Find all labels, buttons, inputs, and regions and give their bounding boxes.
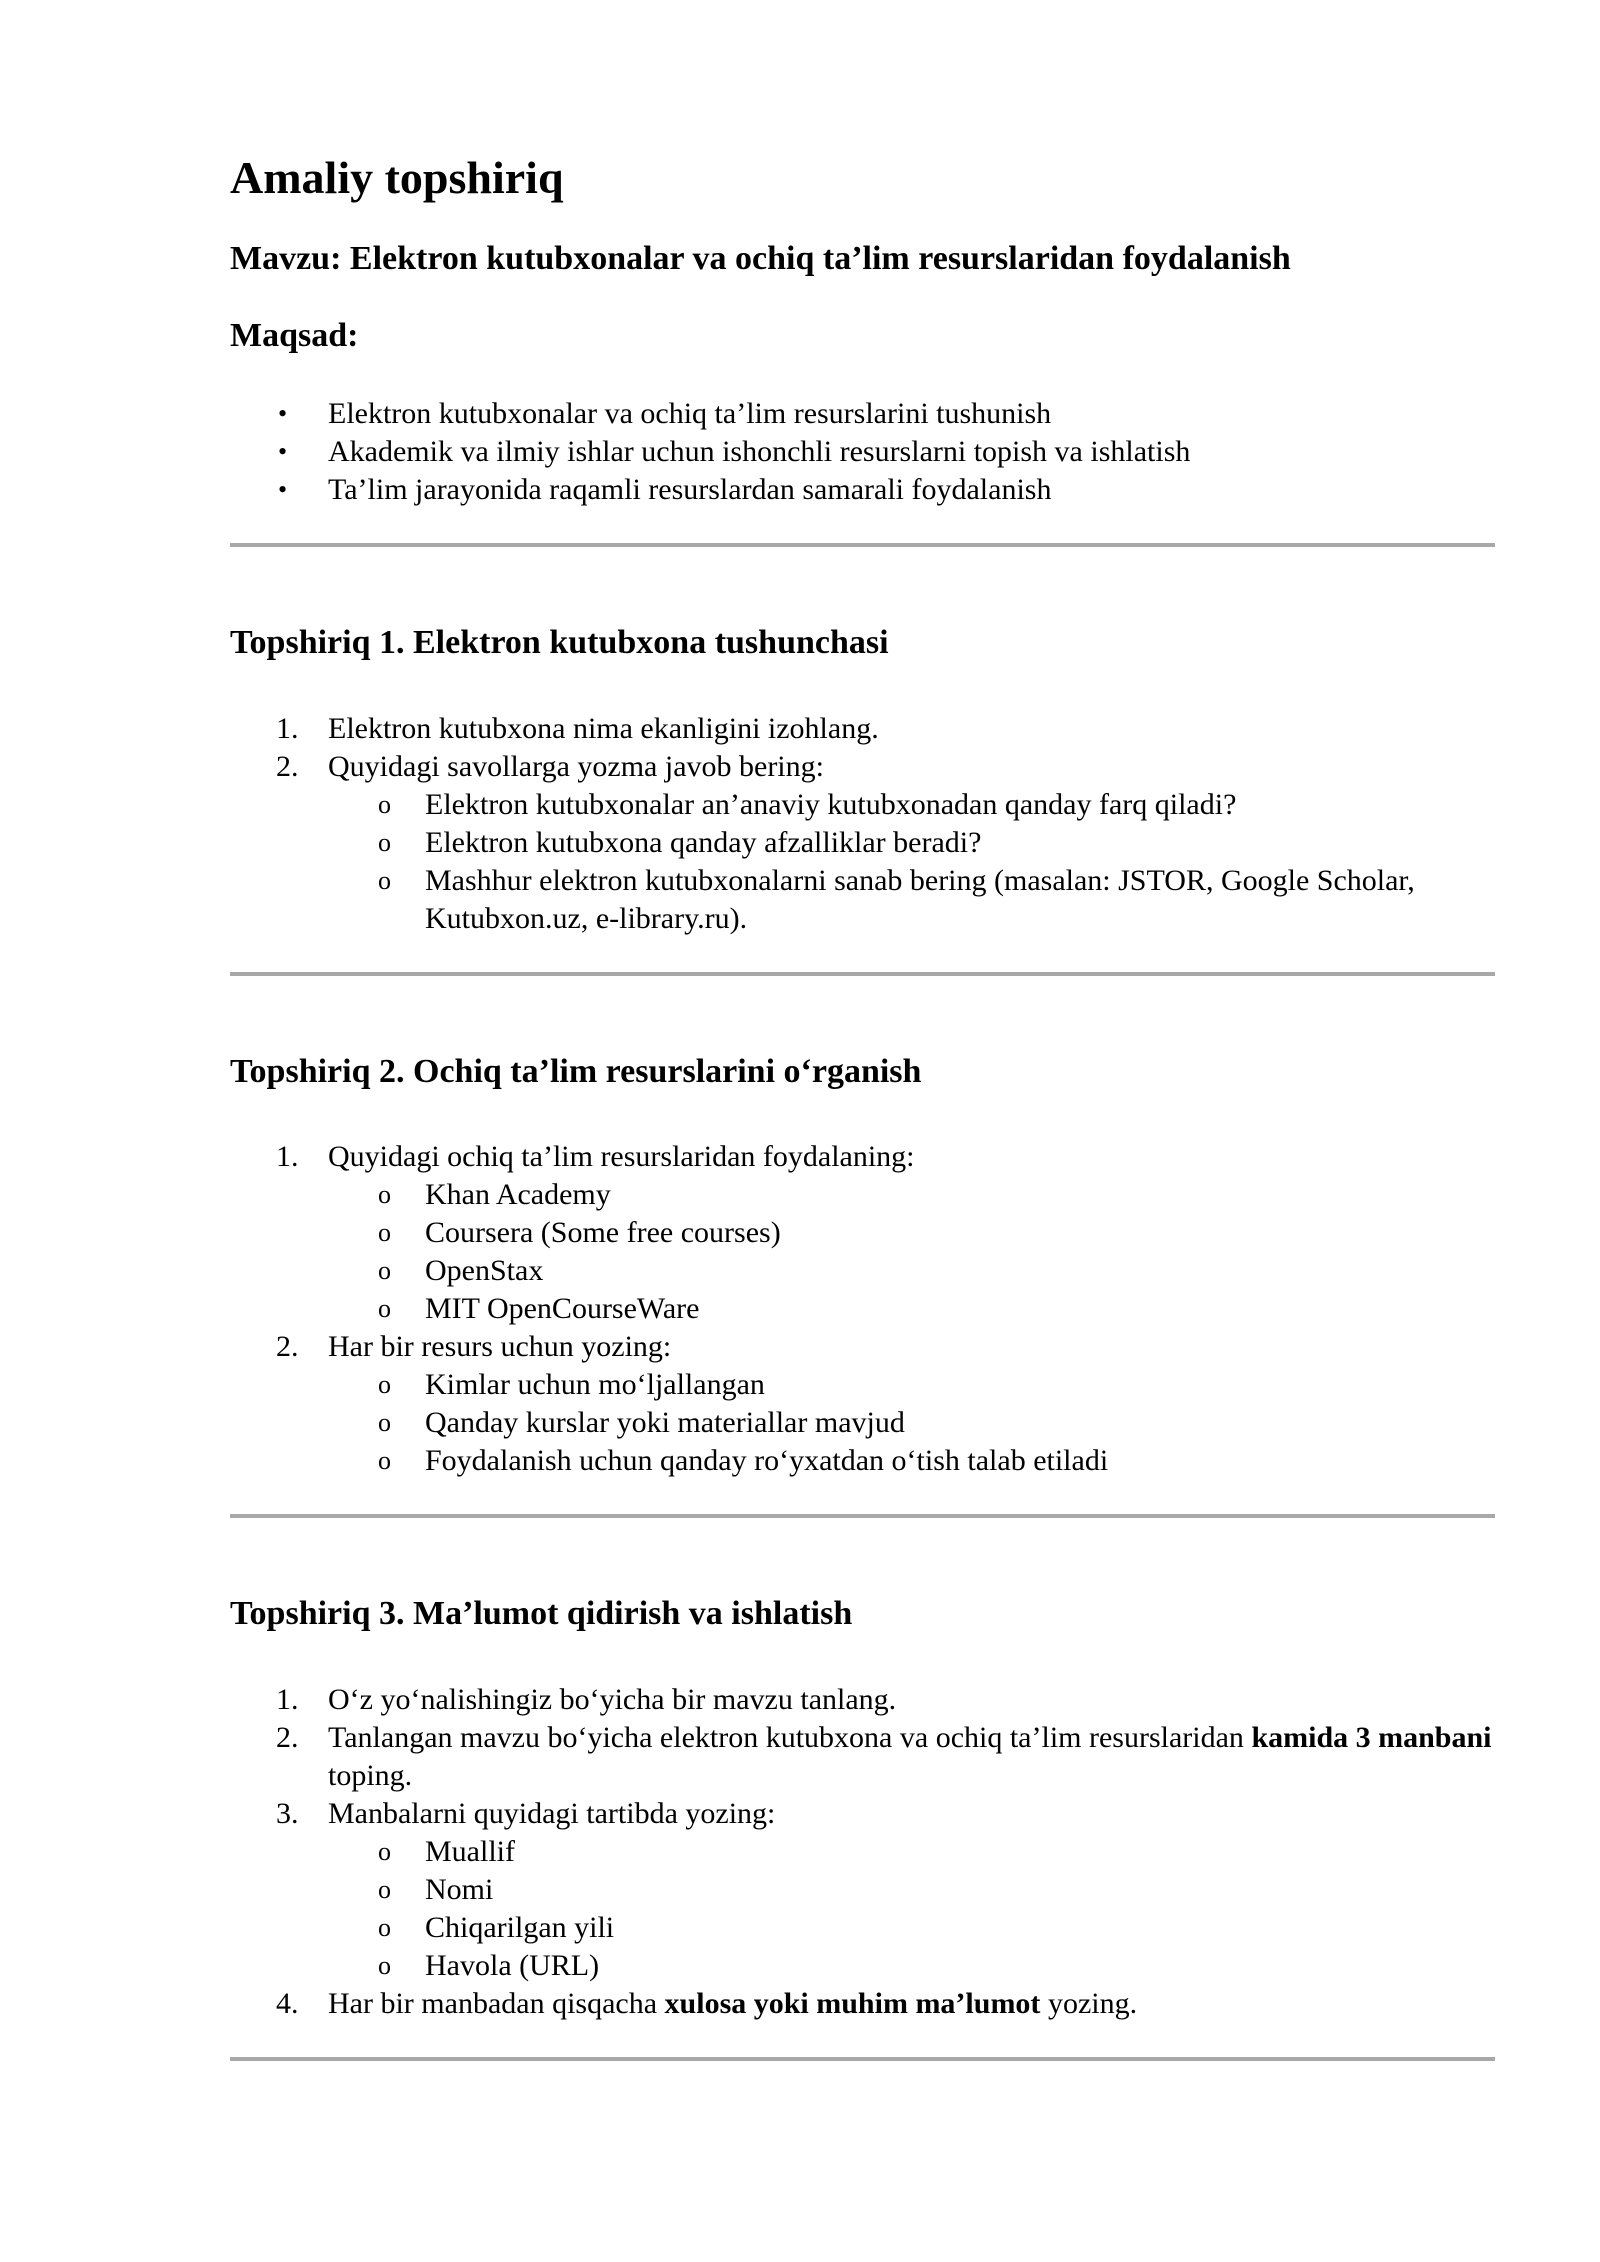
sub-marker: o xyxy=(378,1294,391,1324)
sub-item-text: Qanday kurslar yoki materiallar mavjud xyxy=(425,1406,905,1440)
list-item xyxy=(230,1795,1495,1985)
list-item xyxy=(230,1719,1495,1795)
item-number: 2. xyxy=(276,1721,299,1755)
sub-list-item xyxy=(328,1252,1495,1290)
list-item xyxy=(230,433,1495,471)
document-page xyxy=(230,150,1495,2137)
item-text-after: yozing. xyxy=(1040,1987,1138,2021)
sub-list xyxy=(328,1366,1495,1480)
list-item xyxy=(230,710,1495,748)
section-divider xyxy=(230,543,1495,547)
list-item xyxy=(230,1138,1495,1328)
sub-marker: o xyxy=(378,1446,391,1476)
section-divider xyxy=(230,2057,1495,2061)
task1-title: Topshiriq 1. Elektron kutubxona tushunchasi xyxy=(230,623,889,661)
item-text: Elektron kutubxona nima ekanligini izohlang. xyxy=(328,711,879,745)
task1-list xyxy=(230,710,1495,938)
sub-item-text: Khan Academy xyxy=(425,1178,611,1212)
sub-marker: o xyxy=(378,1951,391,1981)
sub-list-item xyxy=(328,1871,1495,1909)
sub-item-text: Foydalanish uchun qanday ro‘yxatdan o‘tish talab etiladi xyxy=(425,1444,1109,1478)
sub-list xyxy=(328,1176,1495,1328)
sub-list-item xyxy=(328,1290,1495,1328)
sub-list xyxy=(328,786,1495,938)
bullet-marker: • xyxy=(278,398,288,428)
goal-list xyxy=(230,395,1495,509)
list-item xyxy=(230,748,1495,938)
item-number: 2. xyxy=(276,1330,299,1364)
sub-list-item xyxy=(328,1176,1495,1214)
sub-item-text: Elektron kutubxonalar an’anaviy kutubxonadan qanday farq qiladi? xyxy=(425,787,1237,821)
task3-title: Topshiriq 3. Ma’lumot qidirish va ishlatish xyxy=(230,1595,853,1633)
sub-list-item xyxy=(328,786,1495,824)
sub-marker: o xyxy=(378,789,391,819)
sub-item-text: Coursera (Some free courses) xyxy=(425,1216,781,1250)
sub-list-item xyxy=(328,1366,1495,1404)
sub-marker: o xyxy=(378,1913,391,1943)
item-number: 1. xyxy=(276,711,299,745)
goal-text: Elektron kutubxonalar va ochiq ta’lim resurslarini tushunish xyxy=(328,396,1052,430)
list-item xyxy=(230,471,1495,509)
sub-item-text: Nomi xyxy=(425,1873,494,1907)
item-text: Quyidagi savollarga yozma javob bering: xyxy=(328,749,824,783)
goal-label: Maqsad: xyxy=(230,316,359,354)
item-text-after: toping. xyxy=(328,1759,413,1793)
sub-marker: o xyxy=(378,1875,391,1905)
sub-list xyxy=(328,1833,1495,1985)
bullet-marker: • xyxy=(278,474,288,504)
item-text: Har bir resurs uchun yozing: xyxy=(328,1330,672,1364)
item-text-bold: xulosa yoki muhim ma’lumot xyxy=(664,1987,1041,2021)
page-title: Amaliy topshiriq xyxy=(230,152,564,203)
sub-list-item xyxy=(328,1909,1495,1947)
item-text-bold: kamida 3 manbani xyxy=(1251,1721,1492,1755)
goal-text: Ta’lim jarayonida raqamli resurslardan samarali foydalanish xyxy=(328,472,1052,506)
goal-text: Akademik va ilmiy ishlar uchun ishonchli resurslarni topish va ishlatish xyxy=(328,434,1191,468)
sub-list-item xyxy=(328,1442,1495,1480)
item-number: 1. xyxy=(276,1683,299,1717)
list-item xyxy=(230,1681,1495,1719)
sub-marker: o xyxy=(378,1256,391,1286)
item-text-before: Tanlangan mavzu bo‘yicha elektron kutubxona va ochiq ta’lim resurslaridan xyxy=(328,1721,1252,1755)
sub-list-item xyxy=(328,862,1495,938)
sub-list-item xyxy=(328,1947,1495,1985)
sub-list-item xyxy=(328,1833,1495,1871)
item-text: O‘z yo‘nalishingiz bo‘yicha bir mavzu tanlang. xyxy=(328,1683,897,1717)
item-number: 3. xyxy=(276,1797,299,1831)
list-item xyxy=(230,1985,1495,2023)
sub-marker: o xyxy=(378,827,391,857)
list-item xyxy=(230,395,1495,433)
section-divider xyxy=(230,1514,1495,1518)
sub-marker: o xyxy=(378,1180,391,1210)
sub-item-text: MIT OpenCourseWare xyxy=(425,1292,700,1326)
sub-item-text: Chiqarilgan yili xyxy=(425,1911,615,1945)
list-item xyxy=(230,1328,1495,1480)
sub-item-text: Elektron kutubxona qanday afzalliklar beradi? xyxy=(425,825,982,859)
item-text: Manbalarni quyidagi tartibda yozing: xyxy=(328,1797,776,1831)
task2-list xyxy=(230,1138,1495,1480)
item-number: 1. xyxy=(276,1140,299,1174)
sub-marker: o xyxy=(378,1408,391,1438)
item-number: 2. xyxy=(276,749,299,783)
item-text-before: Har bir manbadan qisqacha xyxy=(328,1987,665,2021)
bullet-marker: • xyxy=(278,436,288,466)
sub-item-text: Mashhur elektron kutubxonalarni sanab bering (masalan: JSTOR, Google Scholar, Kutubxon.uz, e-library.ru). xyxy=(425,863,1415,935)
sub-marker: o xyxy=(378,1218,391,1248)
sub-item-text: Kimlar uchun mo‘ljallangan xyxy=(425,1368,765,1402)
sub-marker: o xyxy=(378,1370,391,1400)
sub-marker: o xyxy=(378,1837,391,1867)
sub-marker: o xyxy=(378,865,391,895)
sub-item-text: OpenStax xyxy=(425,1254,544,1288)
sub-item-text: Havola (URL) xyxy=(425,1949,600,1983)
task2-title: Topshiriq 2. Ochiq ta’lim resurslarini o‘rganish xyxy=(230,1052,922,1090)
item-text: Quyidagi ochiq ta’lim resurslaridan foydalaning: xyxy=(328,1140,915,1174)
sub-list-item xyxy=(328,1404,1495,1442)
sub-item-text: Muallif xyxy=(425,1835,515,1869)
sub-list-item xyxy=(328,824,1495,862)
section-divider xyxy=(230,972,1495,976)
sub-list-item xyxy=(328,1214,1495,1252)
topic-heading: Mavzu: Elektron kutubxonalar va ochiq ta’lim resurslaridan foydalanish xyxy=(230,240,1291,278)
item-number: 4. xyxy=(276,1987,299,2021)
task3-list xyxy=(230,1681,1495,2023)
